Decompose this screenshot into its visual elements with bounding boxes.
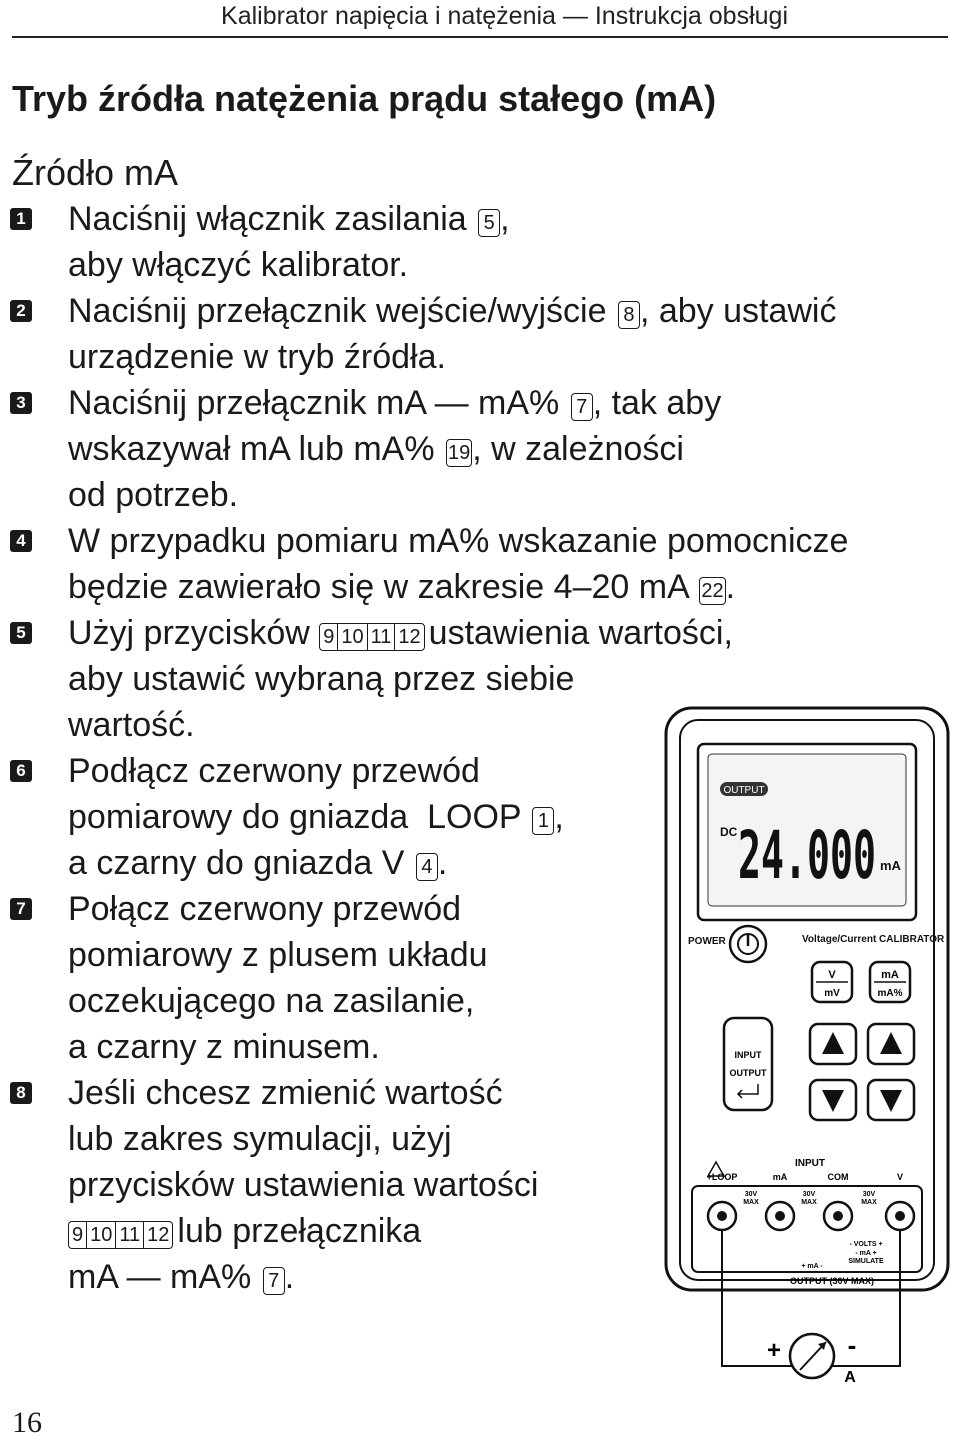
ref-group [68,1221,173,1249]
ref-badge: 11 [116,1222,144,1248]
step-text: , tak aby [592,384,722,422]
step-number: 2 [10,300,32,322]
step-text: , w zależności [472,430,684,468]
step-number: 1 [10,208,32,230]
jack-com-label: COM [827,1172,849,1182]
ref-badge: 5 [478,209,500,237]
output-max-label: OUTPUT (30V MAX) [789,1276,875,1286]
step-text: wskazywał mA lub mA% [68,430,435,468]
max-label-1: 30V [744,1191,758,1198]
ref-badge: 9 [69,1222,87,1248]
section-title: Tryb źródła natężenia prądu stałego (mA) [12,78,717,119]
meter-unit: A [844,1369,856,1386]
io-output-label: OUTPUT [729,1068,767,1078]
ref-badge: 10 [87,1222,116,1248]
max-label-3: 30V [862,1191,876,1198]
meter-plus: + [766,1337,782,1364]
step-text: Naciśnij przełącznik wejście/wyjście [68,292,607,330]
step-text: pomiarowy do gniazda LOOP [68,798,521,836]
brand-label: Voltage/Current CALIBRATOR [802,934,945,945]
jack-com-hole [833,1211,843,1221]
lcd-reading: 24.000 [738,817,876,894]
step-text: mA — mA% [68,1258,252,1296]
step-text: a czarny z minusem. [68,1028,380,1066]
step-text: Połącz czerwony przewód [68,890,462,928]
step-text: , [554,798,564,836]
max-label-1b: MAX [743,1199,759,1206]
ref-badge: 10 [338,624,367,650]
running-header: Kalibrator napięcia i natężenia — Instrukcja obsługi [221,2,788,30]
step-text: a czarny do gniazda V [68,844,405,882]
step-4 [10,518,960,610]
step-text: oczekującego na zasilanie, [68,982,475,1020]
lcd-unit: mA [880,858,901,873]
step-number: 8 [10,1082,32,1104]
io-input-label: INPUT [734,1050,762,1060]
output-badge-text: OUTPUT [723,785,765,796]
step-number: 6 [10,760,32,782]
step-text: Podłącz czerwony przewód [68,752,480,790]
v-label: V [828,969,836,981]
step-text: , aby ustawić [639,292,837,330]
calibrator-illustration [662,706,952,1396]
ref-badge: 8 [618,301,640,329]
plus-ma-label: + mA - [801,1263,823,1270]
ref-badge: 1 [532,807,554,835]
max-label-3b: MAX [861,1199,877,1206]
jack-ma-hole [775,1211,785,1221]
jack-loop-label: +LOOP [706,1172,738,1182]
section-subtitle: Źródło mA [12,152,179,193]
step-number: 4 [10,530,32,552]
ref-badge: 12 [398,626,421,648]
step-text: . [725,568,736,606]
mv-label: mV [824,988,840,999]
jack-v-label: V [896,1172,904,1182]
ref-badge: 9 [320,624,338,650]
step-number: 7 [10,898,32,920]
ref-badge: 4 [416,853,438,881]
step-text: pomiarowy z plusem układu [68,936,488,974]
ref-badge: 19 [446,439,472,467]
step-text: W przypadku pomiaru mA% wskazanie pomocnicze [68,522,849,560]
step-number: 5 [10,622,32,644]
step-text: lub zakres symulacji, użyj [68,1120,452,1158]
step-text: urządzenie w tryb źródła. [68,338,446,376]
step-text: . [284,1258,295,1296]
step-text: lub przełącznika [177,1212,422,1250]
step-number: 3 [10,392,32,414]
ref-badge: 7 [571,393,593,421]
step-text: aby włączyć kalibrator. [68,246,409,284]
ref-group [319,623,424,651]
step-text: Jeśli chcesz zmienić wartość [68,1074,503,1112]
step-text: będzie zawierało się w zakresie 4–20 mA [68,568,688,606]
jack-v-hole [895,1211,905,1221]
step-text: ustawienia wartości, [428,614,733,652]
meter-minus: - [847,1330,857,1360]
ma-sim-label: - mA + [855,1250,877,1257]
max-label-2b: MAX [801,1199,817,1206]
jack-loop-hole [717,1211,727,1221]
page-number: 16 [12,1406,42,1439]
power-label: POWER [688,936,726,947]
volts-label: - VOLTS + [849,1241,883,1248]
step-text: Naciśnij przełącznik mA — mA% [68,384,560,422]
step-1: 1 Naciśnij włącznik zasilania 5 , aby włączyć kalibrator. [10,196,960,288]
mapct-label: mA% [877,988,903,999]
dc-label: DC [720,825,738,839]
step-text: wartość. [68,706,195,744]
step-text: Użyj przycisków [68,614,310,652]
max-label-2: 30V [802,1191,816,1198]
ma-label: mA [881,969,899,981]
ref-badge: 12 [147,1224,170,1246]
step-2 [10,288,960,380]
input-output-button[interactable] [724,1018,772,1110]
ref-badge: 22 [699,577,725,605]
jack-ma-label: mA [772,1172,788,1182]
step-text: . [437,844,448,882]
input-label: INPUT [795,1158,825,1169]
step-3 [10,380,960,518]
header-rule [12,36,948,38]
ref-badge: 7 [263,1267,285,1295]
step-text: przycisków ustawienia wartości [68,1166,539,1204]
simulate-label: SIMULATE [848,1258,884,1265]
ref-badge: 11 [368,624,396,650]
step-text: od potrzeb. [68,476,239,514]
step-text: Naciśnij włącznik zasilania [68,200,467,238]
step-text: aby ustawić wybraną przez siebie [68,660,575,698]
